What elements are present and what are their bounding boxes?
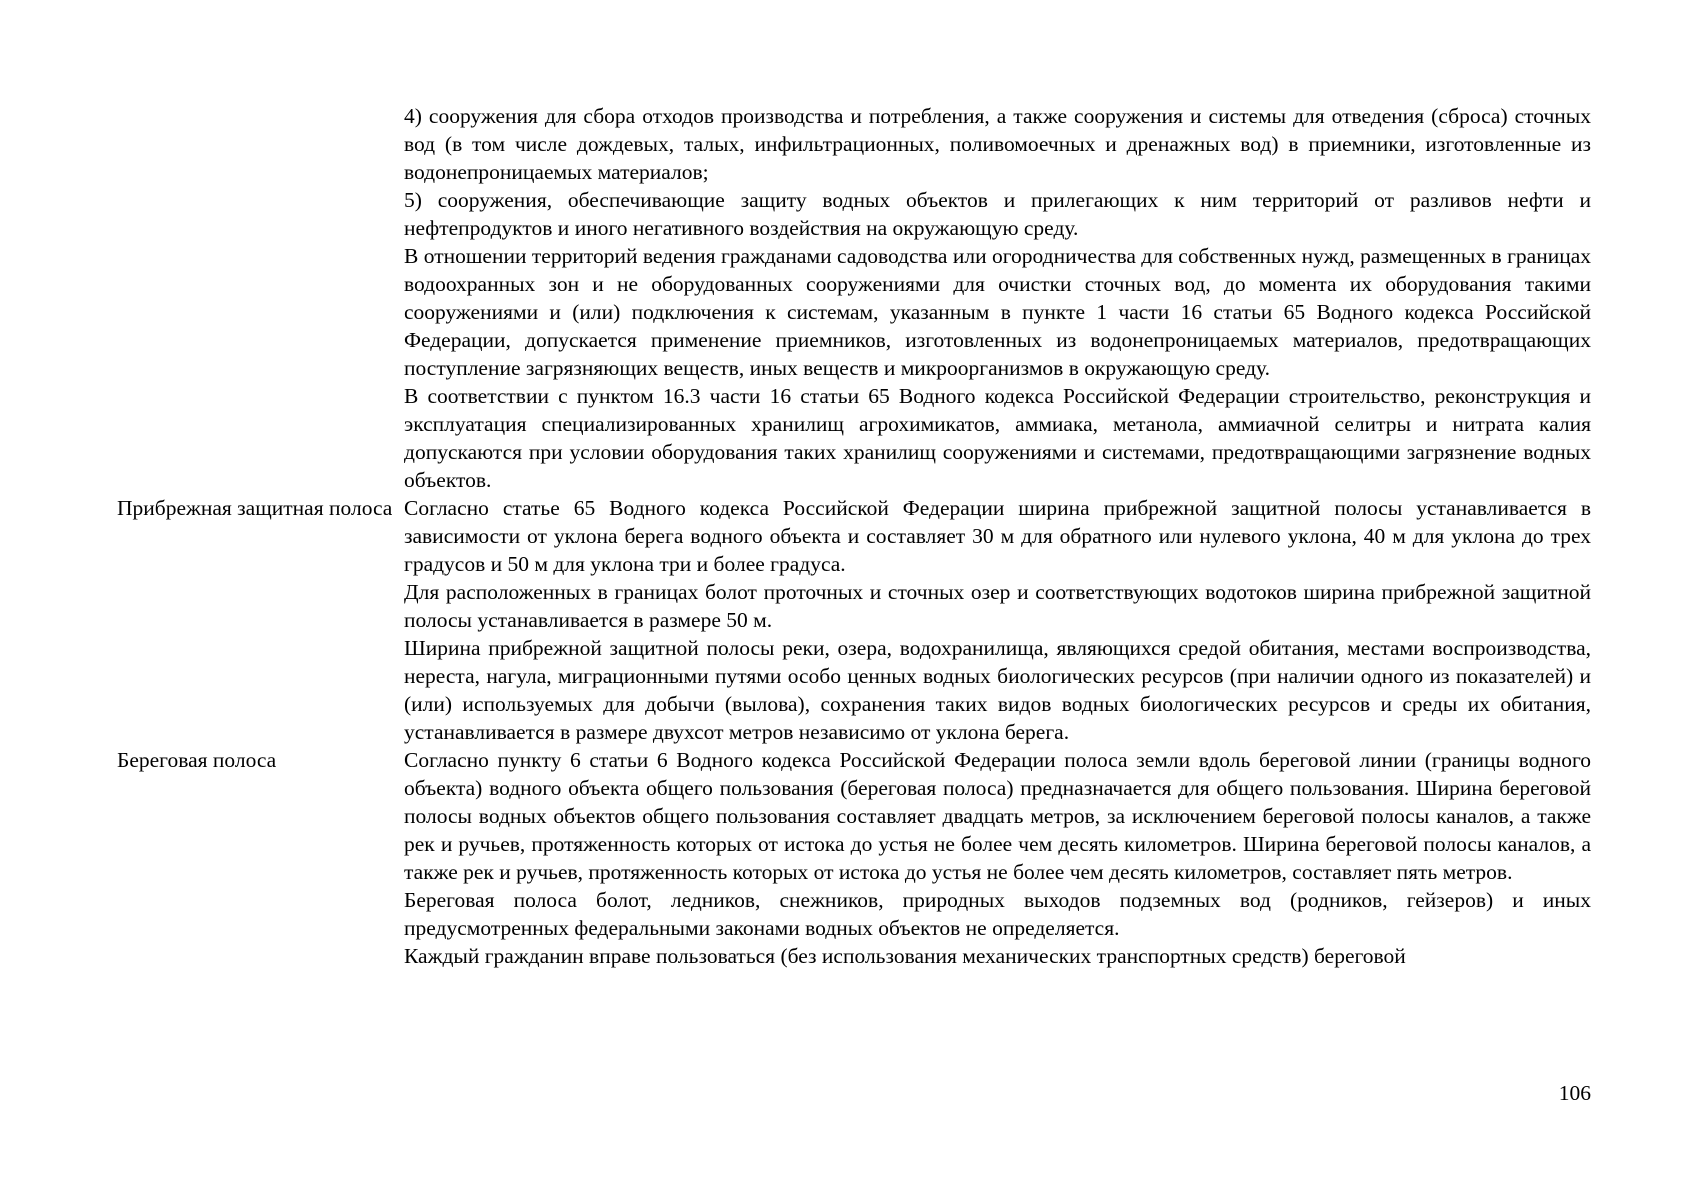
paragraph: В соответствии с пунктом 16.3 части 16 статьи 65 Водного кодекса Российской Федерации строительство, реконструкция и эксплуатация специализированных хранилищ агрохимикатов, аммиака, метанола, аммиачной селитры и нитрата калия допускаются при условии оборудования таких хранилищ сооружениями и системами, предотвращающими загрязнение водных объектов. [404, 384, 1591, 492]
paragraph: Согласно пункту 6 статьи 6 Водного кодекса Российской Федерации полоса земли вдоль береговой линии (границы водного объекта) водного объекта общего пользования (береговая полоса) предназначается для общего пользования. Ширина береговой полосы водных объектов общего пользования составляет двадцать метров, за исключением береговой полосы каналов, а также рек и ручьев, протяженность которых от истока до устья не более чем десять километров. Ширина береговой полосы каналов, а также рек и ручьев, протяженность которых от истока до устья не более чем десять километров, составляет пять метров. [404, 748, 1591, 884]
paragraph: Согласно статье 65 Водного кодекса Российской Федерации ширина прибрежной защитной полосы устанавливается в зависимости от уклона берега водного объекта и составляет 30 м для обратного или нулевого уклона, 40 м для уклона до трех градусов и 50 м для уклона три и более градуса. [404, 496, 1591, 576]
row-text [404, 746, 1591, 970]
paragraph: В отношении территорий ведения гражданами садоводства или огородничества для собственных нужд, размещенных в границах водоохранных зон и не оборудованных сооружениями для очистки сточных вод, до момента их оборудования такими сооружениями и (или) подключения к системам, указанным в пункте 1 части 16 статьи 65 Водного кодекса Российской Федерации, допускается применение приемников, изготовленных из водонепроницаемых материалов, предотвращающих поступление загрязняющих веществ, иных веществ и микроорганизмов в окружающую среду. [404, 244, 1591, 380]
row-label: Береговая полоса [117, 748, 277, 772]
row-text [404, 102, 1591, 494]
table-row [117, 494, 1591, 746]
paragraph: Каждый гражданин вправе пользоваться (без использования механических транспортных средств) береговой [404, 944, 1406, 968]
paragraph: Для расположенных в границах болот проточных и сточных озер и соответствующих водотоков ширина прибрежной защитной полосы устанавливается в размере 50 м. [404, 580, 1591, 632]
row-text [404, 494, 1591, 746]
paragraph: Ширина прибрежной защитной полосы реки, озера, водохранилища, являющихся средой обитания, местами воспроизводства, нереста, нагула, миграционными путями особо ценных водных биологических ресурсов (при наличии одного из показателей) и (или) используемых для добычи (вылова), сохранения таких видов водных биологических ресурсов и среды их обитания, устанавливается в размере двухсот метров независимо от уклона берега. [404, 636, 1591, 744]
table-row [117, 102, 1591, 494]
page-number: 106 [1558, 1081, 1591, 1105]
paragraph: Береговая полоса болот, ледников, снежников, природных выходов подземных вод (родников, гейзеров) и иных предусмотренных федеральными законами водных объектов не определяется. [404, 888, 1591, 940]
document-table [117, 102, 1591, 970]
paragraph: 4) сооружения для сбора отходов производства и потребления, а также сооружения и системы для отведения (сброса) сточных вод (в том числе дождевых, талых, инфильтрационных, поливомоечных и дренажных вод) в приемники, изготовленные из водонепроницаемых материалов; [404, 104, 1591, 184]
table-row [117, 746, 1591, 970]
paragraph: 5) сооружения, обеспечивающие защиту водных объектов и прилегающих к ним территорий от разливов нефти и нефтепродуктов и иного негативного воздействия на окружающую среду. [404, 188, 1591, 240]
row-label: Прибрежная защитная полоса [117, 496, 393, 520]
